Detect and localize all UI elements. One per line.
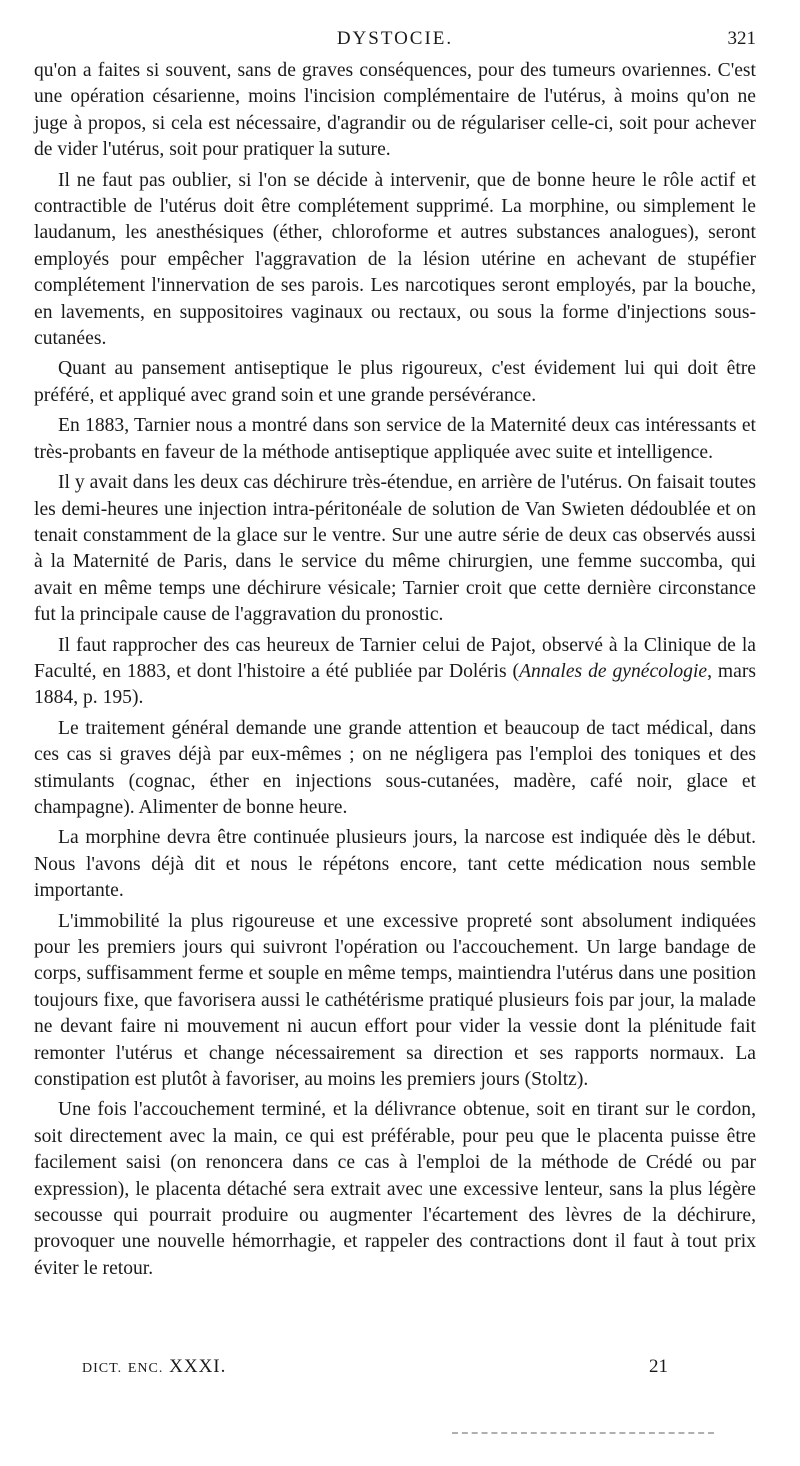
paragraph: Il ne faut pas oublier, si l'on se décide à intervenir, que de bonne heure le rôle actif et contractible de l'utérus doit être complétement supprimé. La morphine, ou simplement le laudanum, les anesthésiques (éther, chloroforme et autres substances analogues), seront employés pour empêcher l'aggravation de la lésion utérine en achevant de stupéfier complétement l'innervation de ses parois. Les narcotiques seront employés, par la bouche, en lavements, en suppositoires vaginaux ou rectaux, ou sous la forme d'injections sous-cutanées. [34, 169, 756, 350]
signature-dict: DICT. [82, 1361, 123, 1376]
paragraph-text: Il faut rapprocher des cas heureux de Tarnier celui de Pajot, observé à la Clinique de la Faculté, en 1883, et dont l'histoire a été publiée par Doléris [34, 634, 756, 682]
paragraph: Le traitement général demande une grande attention et beaucoup de tact médical, dans ces cas si graves déjà par eux-mêmes ; on ne négligera pas l'emploi des toniques et des stimulants (cognac, éther en injections sous-cutanées, madère, café noir, glace et champagne). Alimenter de bonne heure. [34, 717, 756, 818]
document-page [34, 28, 756, 1282]
running-head [34, 28, 756, 58]
body-text [34, 58, 756, 1282]
signature-enc: ENC. [127, 1361, 164, 1376]
page-footer [82, 1356, 692, 1386]
paragraph-with-citation: Il faut rapprocher des cas heureux de Tarnier celui de Pajot, observé à la Clinique de la Faculté, en 1883, et dont l'histoire a été publiée par Doléris (Annales de gynécologie, mars 1884, p. 195). [34, 634, 756, 709]
paragraph: Une fois l'accouchement terminé, et la délivrance obtenue, soit en tirant sur le cordon, soit directement avec la main, ce qui est préférable, pour peu que le placenta puisse être facilement saisi (on renoncera dans ce cas à l'emploi de la méthode de Crédé ou par expression), le placenta détaché sera extrait avec une excessive lenteur, sans la plus légère secousse qui pourrait produire ou augmenter l'écartement des lèvres de la déchirure, provoquer une nouvelle hémorrhagie, et rappeler des contractions dont il faut à tout prix éviter le retour. [34, 1099, 756, 1279]
paragraph: L'immobilité la plus rigoureuse et une excessive propreté sont absolument indiquées pour les premiers jours qui suivront l'opération ou l'accouchement. Un large bandage de corps, suffisamment ferme et souple en même temps, maintiendra l'utérus dans une position toujours fixe, que favorisera aussi le cathétérisme pratiqué plusieurs fois par jour, la malade ne devant faire ni mouvement ni aucun effort pour vider la vessie dont la plénitude fait remonter l'utérus et change nécessairement sa direction et ses rapports normaux. La constipation est plutôt à favoriser, au moins les premiers jours (Stoltz). [34, 910, 756, 1091]
running-title: DYSTOCIE. [336, 28, 454, 49]
page-number: 321 [727, 28, 756, 49]
paragraph: qu'on a faites si souvent, sans de graves conséquences, pour des tumeurs ovariennes. C'est une opération césarienne, moins l'incision complémentaire de l'utérus, à moins qu'on ne juge à propos, si cela est nécessaire, d'agrandir ou de régulariser celle-ci, soit pour achever de vider l'utérus, soit pour pratiquer la suture. [34, 60, 756, 161]
paragraph: Quant au pansement antiseptique le plus rigoureux, c'est évidement lui qui doit être préféré, et appliqué avec grand soin et une grande persévérance. [34, 358, 756, 406]
sheet-number: 21 [649, 1356, 668, 1377]
paragraph: Il y avait dans les deux cas déchirure très-étendue, en arrière de l'utérus. On faisait toutes les demi-heures une injection intra-péritonéale de solution de Van Swieten dédoublée et on tenait constamment de la glace sur le ventre. Sur une autre série de deux cas observés aussi à la Maternité de Paris, dans le service du même chirurgien, une femme succomba, qui avait en même temps une déchirure vésicale; Tarnier croit que cette dernière circonstance fut la principale cause de l'aggravation du pronostic. [34, 472, 756, 626]
paragraph: La morphine devra être continuée plusieurs jours, la narcose est indiquée dès le début. Nous l'avons déjà dit et nous le répétons encore, tant cette médication nous semble importante. [34, 827, 756, 902]
paragraph: En 1883, Tarnier nous a montré dans son service de la Maternité deux cas intéressants et très-probants en faveur de la méthode antiseptique appliquée avec suite et intelligence. [34, 415, 756, 463]
citation-journal: Annales de gynécologie [519, 660, 708, 682]
signature-mark [82, 1356, 226, 1378]
signature-volume: XXXI. [169, 1356, 227, 1377]
bottom-rule [452, 1432, 714, 1434]
citation-details: , mars 1884, p. 195). [34, 660, 756, 709]
